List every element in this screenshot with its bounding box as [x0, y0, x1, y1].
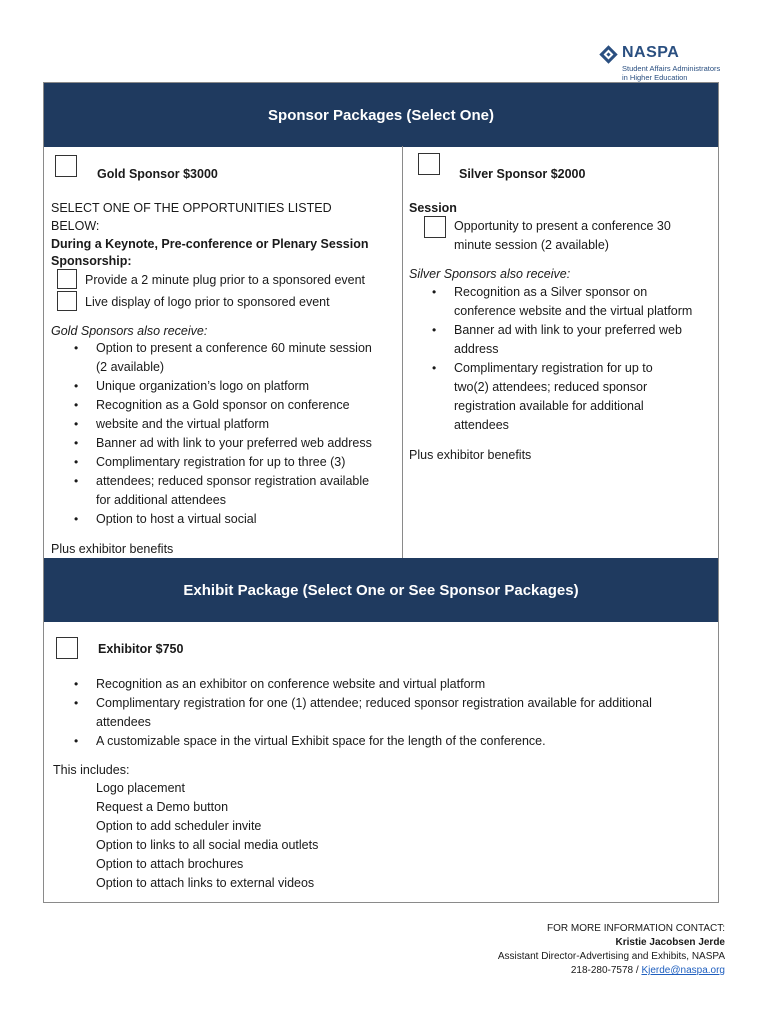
- naspa-logo: [600, 44, 730, 84]
- list-item: • Complimentary registration for up to: [454, 359, 692, 378]
- logo-tagline-line: Student Affairs Administrators: [622, 64, 721, 73]
- gold-intro-line: SELECT ONE OF THE OPPORTUNITIES LISTED: [51, 201, 332, 215]
- list-item: • A customizable space in the virtual Exhibit space for the length of the conference.: [96, 732, 652, 751]
- gold-sponsor-checkbox[interactable]: [55, 155, 77, 177]
- list-item: • Unique organization’s logo on platform: [96, 377, 372, 396]
- logo-name: NASPA: [622, 44, 680, 61]
- exhibitor-title: Exhibitor $750: [98, 642, 184, 656]
- list-item: • Recognition as a Silver sponsor on: [454, 283, 692, 302]
- gold-sponsor-title: Gold Sponsor $3000: [97, 167, 218, 181]
- list-item: registration available for additional: [454, 399, 644, 413]
- contact-name: Kristie Jacobsen Jerde: [615, 937, 725, 948]
- contact-heading: FOR MORE INFORMATION CONTACT:: [547, 923, 725, 934]
- contact-footer: [498, 922, 725, 978]
- silver-session-line: minute session (2 available): [454, 238, 609, 252]
- list-item: for additional attendees: [96, 493, 226, 507]
- sponsor-packages-header: Sponsor Packages (Select One): [44, 83, 718, 147]
- list-item: • attendees; reduced sponsor registration available: [96, 472, 372, 491]
- silver-sponsor-title: Silver Sponsor $2000: [459, 167, 586, 181]
- silver-session-checkbox[interactable]: [424, 216, 446, 238]
- gold-sponsorship-heading: During a Keynote, Pre-conference or Plenary Session: [51, 237, 369, 251]
- list-item: conference website and the virtual platform: [454, 304, 693, 318]
- naspa-diamond-icon: [599, 45, 617, 63]
- list-item: • website and the virtual platform: [96, 415, 372, 434]
- list-item: Option to attach brochures: [96, 857, 244, 871]
- list-item: address: [454, 342, 499, 356]
- gold-intro-line: BELOW:: [51, 219, 100, 233]
- list-item: • Complimentary registration for one (1) attendee; reduced sponsor registration available for additional: [96, 694, 652, 713]
- gold-option-1-label: Provide a 2 minute plug prior to a sponsored event: [85, 273, 366, 287]
- silver-also-receive: Silver Sponsors also receive:: [409, 267, 571, 281]
- list-item: attendees: [96, 715, 151, 729]
- gold-option-2-checkbox[interactable]: [57, 291, 77, 311]
- list-item: two(2) attendees; reduced sponsor: [454, 380, 648, 394]
- list-item: • Banner ad with link to your preferred web address: [96, 434, 372, 453]
- silver-plus-exhibitor: Plus exhibitor benefits: [409, 448, 532, 462]
- list-item: • Option to present a conference 60 minute session: [96, 339, 372, 358]
- contact-email-link[interactable]: Kjerde@naspa.org: [641, 965, 725, 976]
- list-item: (2 available): [96, 360, 165, 374]
- gold-also-receive: Gold Sponsors also receive:: [51, 324, 208, 338]
- list-item: • Option to host a virtual social: [96, 510, 372, 529]
- silver-sponsor-checkbox[interactable]: [418, 153, 440, 175]
- list-item: • Recognition as a Gold sponsor on conference: [96, 396, 372, 415]
- list-item: • Recognition as an exhibitor on conference website and virtual platform: [96, 675, 652, 694]
- list-item: Request a Demo button: [96, 800, 229, 814]
- list-item: Option to add scheduler invite: [96, 819, 262, 833]
- logo-tagline: [622, 64, 732, 82]
- silver-benefits-list: [454, 283, 692, 435]
- contact-role: Assistant Director-Advertising and Exhibits, NASPA: [497, 951, 725, 962]
- gold-option-2-label: Live display of logo prior to sponsored event: [85, 295, 330, 309]
- exhibit-package-header: Exhibit Package (Select One or See Sponsor Packages): [44, 558, 718, 622]
- list-item: attendees: [454, 418, 509, 432]
- contact-line: [498, 964, 725, 978]
- gold-plus-exhibitor: Plus exhibitor benefits: [51, 542, 174, 556]
- gold-benefits-list: [96, 339, 372, 529]
- list-item: Option to attach links to external videos: [96, 876, 315, 890]
- contact-phone: 218-280-7578 /: [570, 965, 642, 976]
- list-item: Option to links to all social media outlets: [96, 838, 319, 852]
- gold-sponsorship-heading: Sponsorship:: [51, 254, 132, 268]
- list-item: • Complimentary registration for up to three (3): [96, 453, 372, 472]
- exhibitor-benefits-list: [96, 675, 652, 751]
- logo-tagline-line: in Higher Education: [622, 73, 688, 82]
- column-divider: [402, 146, 403, 558]
- list-item: • Banner ad with link to your preferred web: [454, 321, 692, 340]
- includes-label: This includes:: [53, 763, 130, 777]
- gold-option-1-checkbox[interactable]: [57, 269, 77, 289]
- silver-session-line: Opportunity to present a conference 30: [454, 219, 671, 233]
- silver-session-label: Session: [409, 201, 457, 215]
- exhibitor-checkbox[interactable]: [56, 637, 78, 659]
- list-item: Logo placement: [96, 781, 185, 795]
- includes-list: [96, 779, 318, 893]
